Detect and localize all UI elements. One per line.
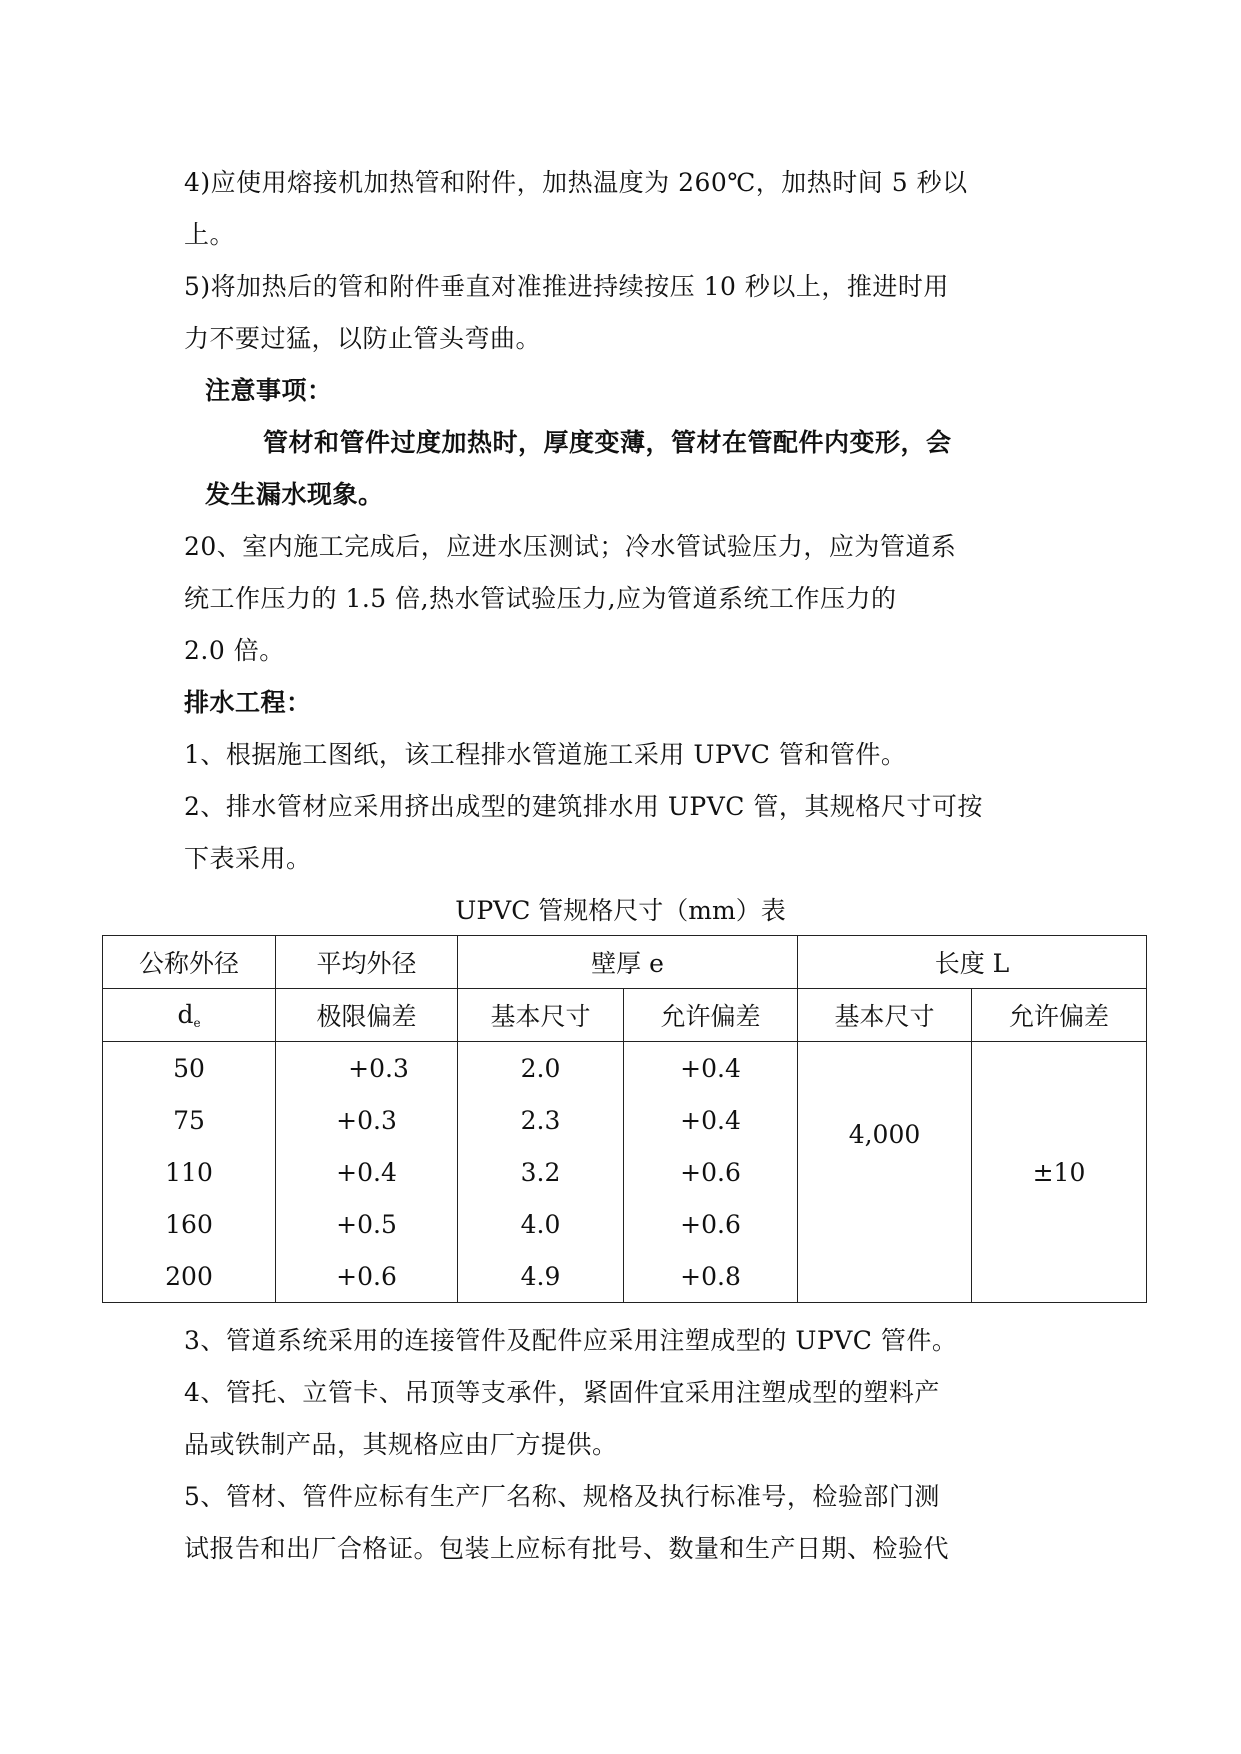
header-nominal-od-symbol bbox=[103, 989, 276, 1042]
notice-heading: 注意事项： bbox=[205, 376, 333, 405]
cell-wall: 4.9 bbox=[458, 1250, 624, 1303]
header-mean-od: 平均外径 bbox=[276, 936, 458, 989]
paragraph-line: 2、排水管材应采用挤出成型的建筑排水用 UPVC 管，其规格尺寸可按 bbox=[184, 792, 983, 821]
cell-od: 50 bbox=[103, 1042, 276, 1095]
cell-wall-tolerance: +0.6 bbox=[624, 1146, 798, 1198]
cell-length-basic: 4,000 bbox=[798, 1042, 972, 1303]
header-length-basic: 基本尺寸 bbox=[798, 989, 972, 1042]
header-wall-thickness: 壁厚 e bbox=[458, 936, 798, 989]
table-subheader-row bbox=[103, 989, 1147, 1042]
cell-wall-tolerance: +0.4 bbox=[624, 1094, 798, 1146]
header-length: 长度 L bbox=[798, 936, 1147, 989]
cell-wall: 2.0 bbox=[458, 1042, 624, 1095]
paragraph-line: 20、室内施工完成后，应进水压测试；冷水管试验压力，应为管道系 bbox=[184, 532, 957, 561]
paragraph-line: 试报告和出厂合格证。包装上应标有批号、数量和生产日期、检验代 bbox=[184, 1534, 950, 1563]
cell-od-tolerance: +0.5 bbox=[276, 1198, 458, 1250]
paragraph-line: 上。 bbox=[184, 220, 236, 249]
paragraph-line: 统工作压力的 1.5 倍,热水管试验压力,应为管道系统工作压力的 bbox=[184, 584, 897, 613]
paragraph-line: 5)将加热后的管和附件垂直对准推进持续按压 10 秒以上，推进时用 bbox=[184, 272, 949, 301]
cell-wall: 3.2 bbox=[458, 1146, 624, 1198]
table-caption: UPVC 管规格尺寸（mm）表 bbox=[455, 896, 786, 925]
table-row bbox=[103, 1042, 1147, 1095]
cell-od: 75 bbox=[103, 1094, 276, 1146]
section-heading: 排水工程： bbox=[184, 688, 312, 717]
cell-od-tolerance: +0.6 bbox=[276, 1250, 458, 1303]
paragraph-line: 1、根据施工图纸，该工程排水管道施工采用 UPVC 管和管件。 bbox=[184, 740, 907, 769]
cell-od-tolerance: +0.4 bbox=[276, 1146, 458, 1198]
cell-wall-tolerance: +0.6 bbox=[624, 1198, 798, 1250]
header-wall-basic: 基本尺寸 bbox=[458, 989, 624, 1042]
cell-length-tolerance: ±10 bbox=[972, 1042, 1147, 1303]
header-nominal-od: 公称外径 bbox=[103, 936, 276, 989]
header-wall-tolerance: 允许偏差 bbox=[624, 989, 798, 1042]
paragraph-line: 4)应使用熔接机加热管和附件，加热温度为 260℃，加热时间 5 秒以 bbox=[184, 168, 968, 197]
cell-wall: 2.3 bbox=[458, 1094, 624, 1146]
paragraph-line: 品或铁制产品，其规格应由厂方提供。 bbox=[184, 1430, 618, 1459]
paragraph-line: 4、管托、立管卡、吊顶等支承件，紧固件宜采用注塑成型的塑料产 bbox=[184, 1378, 940, 1407]
paragraph-line: 下表采用。 bbox=[184, 844, 312, 873]
paragraph-line: 5、管材、管件应标有生产厂名称、规格及执行标准号，检验部门测 bbox=[184, 1482, 940, 1511]
header-length-tolerance: 允许偏差 bbox=[972, 989, 1147, 1042]
cell-od-tolerance: +0.3 bbox=[276, 1094, 458, 1146]
upvc-spec-table bbox=[102, 935, 1147, 1303]
cell-od-tolerance: +0.3 bbox=[276, 1042, 458, 1095]
cell-wall: 4.0 bbox=[458, 1198, 624, 1250]
cell-od: 110 bbox=[103, 1146, 276, 1198]
header-limit-deviation: 极限偏差 bbox=[276, 989, 458, 1042]
notice-text: 发生漏水现象。 bbox=[205, 480, 384, 509]
paragraph-line: 2.0 倍。 bbox=[184, 636, 285, 665]
notice-text: 管材和管件过度加热时，厚度变薄，管材在管配件内变形，会 bbox=[263, 428, 952, 457]
cell-wall-tolerance: +0.8 bbox=[624, 1250, 798, 1303]
cell-wall-tolerance: +0.4 bbox=[624, 1042, 798, 1095]
symbol-subscript: e bbox=[193, 1016, 201, 1030]
paragraph-line: 力不要过猛，以防止管头弯曲。 bbox=[184, 324, 542, 353]
paragraph-line: 3、管道系统采用的连接管件及配件应采用注塑成型的 UPVC 管件。 bbox=[184, 1326, 958, 1355]
cell-od: 200 bbox=[103, 1250, 276, 1303]
symbol-d: d bbox=[177, 1000, 194, 1029]
table-header-row bbox=[103, 936, 1147, 989]
cell-od: 160 bbox=[103, 1198, 276, 1250]
